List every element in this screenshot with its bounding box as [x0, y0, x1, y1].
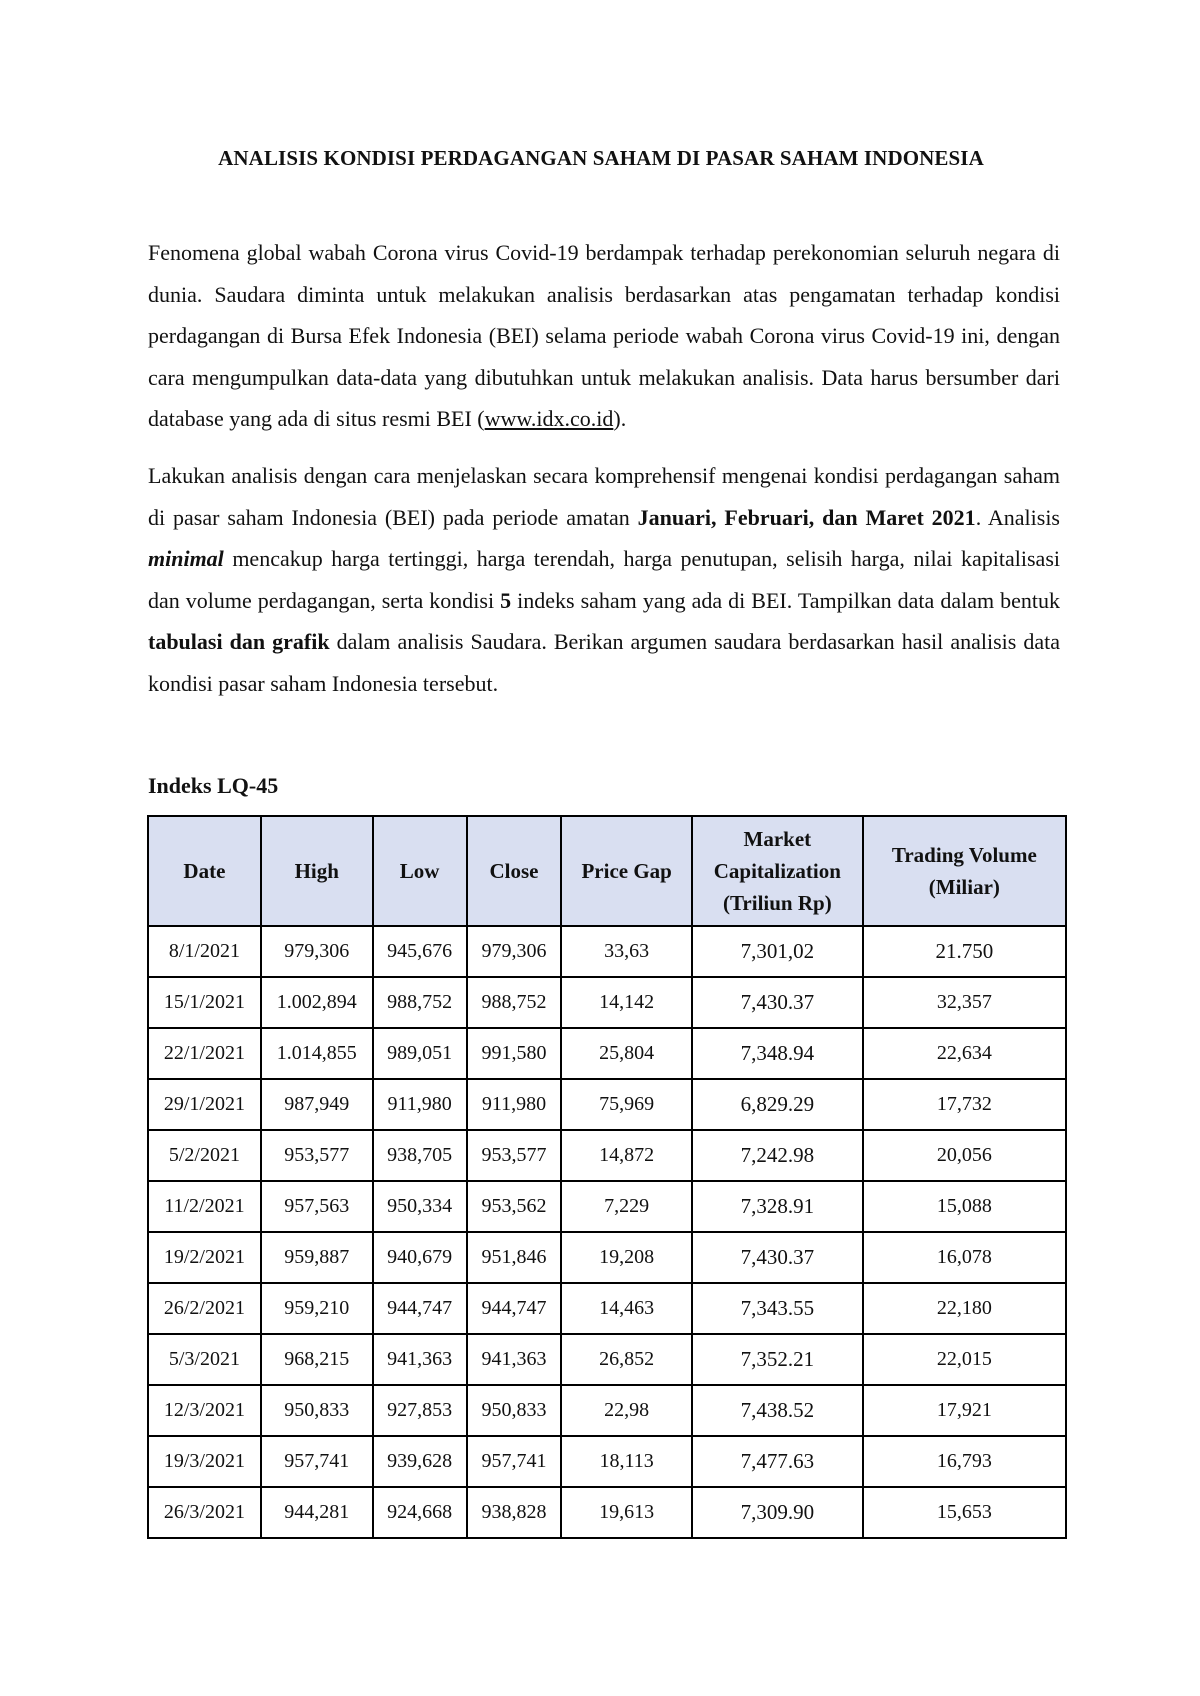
header-trading-volume-line2: (Miliar): [928, 875, 1000, 899]
intro-text-end: ).: [613, 406, 627, 431]
cell-volume: 20,056: [863, 1130, 1066, 1181]
idx-website-link[interactable]: www.idx.co.id: [484, 406, 614, 431]
header-trading-volume-line1: Trading Volume: [891, 843, 1037, 867]
cell-high: 987,949: [261, 1079, 373, 1130]
header-market-cap-line2: Capitalization: [713, 859, 841, 883]
cell-market-cap: 7,348.94: [692, 1028, 863, 1079]
cell-volume: 17,732: [863, 1079, 1066, 1130]
header-low: Low: [373, 816, 467, 926]
table-row: [148, 1130, 1066, 1181]
intro-paragraph: [148, 232, 1060, 440]
cell-high: 1.002,894: [261, 977, 373, 1028]
cell-date: 19/3/2021: [148, 1436, 261, 1487]
cell-market-cap: 7,301,02: [692, 926, 863, 977]
cell-low: 927,853: [373, 1385, 467, 1436]
cell-volume: 22,180: [863, 1283, 1066, 1334]
cell-date: 29/1/2021: [148, 1079, 261, 1130]
table-row: [148, 1487, 1066, 1538]
cell-high: 953,577: [261, 1130, 373, 1181]
table-row: [148, 926, 1066, 977]
header-close: Close: [467, 816, 562, 926]
cell-volume: 16,793: [863, 1436, 1066, 1487]
table-title: Indeks LQ-45: [148, 773, 279, 798]
cell-date: 26/2/2021: [148, 1283, 261, 1334]
cell-volume: 22,634: [863, 1028, 1066, 1079]
cell-close: 944,747: [467, 1283, 562, 1334]
cell-volume: 16,078: [863, 1232, 1066, 1283]
cell-low: 924,668: [373, 1487, 467, 1538]
instruction-text-1: Lakukan analisis dengan cara menjelaskan secara komprehensif mengenai kondisi perdagangan saham di pasar saham Indonesia (BEI) pada periode amatan: [148, 463, 1060, 530]
cell-market-cap: 7,352.21: [692, 1334, 863, 1385]
table-row: [148, 1334, 1066, 1385]
cell-market-cap: 7,328.91: [692, 1181, 863, 1232]
cell-high: 968,215: [261, 1334, 373, 1385]
header-price-gap: Price Gap: [561, 816, 692, 926]
instruction-text-4: indeks saham yang ada di BEI. Tampilkan data dalam bentuk: [511, 587, 1060, 613]
cell-high: 944,281: [261, 1487, 373, 1538]
cell-close: 991,580: [467, 1028, 562, 1079]
cell-close: 911,980: [467, 1079, 562, 1130]
cell-price-gap: 19,208: [561, 1232, 692, 1283]
cell-volume: 15,088: [863, 1181, 1066, 1232]
cell-close: 979,306: [467, 926, 562, 977]
cell-price-gap: 18,113: [561, 1436, 692, 1487]
cell-volume: 22,015: [863, 1334, 1066, 1385]
table-header-row: [148, 816, 1066, 926]
cell-high: 1.014,855: [261, 1028, 373, 1079]
cell-close: 941,363: [467, 1334, 562, 1385]
cell-price-gap: 26,852: [561, 1334, 692, 1385]
cell-high: 957,563: [261, 1181, 373, 1232]
cell-close: 957,741: [467, 1436, 562, 1487]
cell-date: 12/3/2021: [148, 1385, 261, 1436]
cell-volume: 32,357: [863, 977, 1066, 1028]
table-row: [148, 1079, 1066, 1130]
table-row: [148, 1283, 1066, 1334]
cell-price-gap: 75,969: [561, 1079, 692, 1130]
header-market-cap: [692, 816, 863, 926]
cell-low: 941,363: [373, 1334, 467, 1385]
cell-high: 959,210: [261, 1283, 373, 1334]
cell-date: 5/3/2021: [148, 1334, 261, 1385]
table-row: [148, 1385, 1066, 1436]
cell-volume: 15,653: [863, 1487, 1066, 1538]
cell-date: 22/1/2021: [148, 1028, 261, 1079]
cell-market-cap: 7,430.37: [692, 1232, 863, 1283]
table-row: [148, 977, 1066, 1028]
cell-close: 951,846: [467, 1232, 562, 1283]
cell-market-cap: 7,309.90: [692, 1487, 863, 1538]
cell-market-cap: 6,829.29: [692, 1079, 863, 1130]
cell-price-gap: 19,613: [561, 1487, 692, 1538]
cell-price-gap: 22,98: [561, 1385, 692, 1436]
cell-price-gap: 14,463: [561, 1283, 692, 1334]
cell-low: 989,051: [373, 1028, 467, 1079]
cell-low: 944,747: [373, 1283, 467, 1334]
instruction-text-2: . Analisis: [975, 504, 1060, 530]
cell-price-gap: 25,804: [561, 1028, 692, 1079]
cell-low: 945,676: [373, 926, 467, 977]
cell-close: 953,577: [467, 1130, 562, 1181]
header-high: High: [261, 816, 373, 926]
cell-low: 940,679: [373, 1232, 467, 1283]
cell-high: 957,741: [261, 1436, 373, 1487]
cell-date: 19/2/2021: [148, 1232, 261, 1283]
cell-date: 5/2/2021: [148, 1130, 261, 1181]
cell-date: 11/2/2021: [148, 1181, 261, 1232]
period-emphasis: Januari, Februari, dan Maret 2021: [637, 504, 976, 530]
cell-close: 938,828: [467, 1487, 562, 1538]
header-market-cap-line1: Market: [743, 827, 812, 851]
cell-close: 950,833: [467, 1385, 562, 1436]
cell-low: 950,334: [373, 1181, 467, 1232]
cell-price-gap: 33,63: [561, 926, 692, 977]
cell-close: 988,752: [467, 977, 562, 1028]
instruction-text-3: mencakup harga tertinggi, harga terendah, harga penutupan, selisih harga, nilai kapitalisasi dan volume perdagangan, serta kondisi: [148, 546, 1060, 613]
cell-market-cap: 7,430.37: [692, 977, 863, 1028]
document-title: ANALISIS KONDISI PERDAGANGAN SAHAM DI PASAR SAHAM INDONESIA: [218, 146, 984, 170]
cell-date: 8/1/2021: [148, 926, 261, 977]
format-emphasis: tabulasi dan grafik: [148, 629, 330, 654]
header-trading-volume: [863, 816, 1066, 926]
cell-high: 979,306: [261, 926, 373, 977]
cell-high: 950,833: [261, 1385, 373, 1436]
minimal-emphasis: minimal: [148, 546, 224, 571]
cell-close: 953,562: [467, 1181, 562, 1232]
header-market-cap-line3: (Triliun Rp): [722, 891, 832, 915]
instruction-paragraph: [148, 455, 1060, 704]
cell-price-gap: 14,872: [561, 1130, 692, 1181]
index-count-emphasis: 5: [500, 587, 512, 613]
header-date: Date: [148, 816, 261, 926]
cell-low: 938,705: [373, 1130, 467, 1181]
cell-price-gap: 7,229: [561, 1181, 692, 1232]
cell-low: 988,752: [373, 977, 467, 1028]
table-row: [148, 1181, 1066, 1232]
cell-date: 15/1/2021: [148, 977, 261, 1028]
cell-price-gap: 14,142: [561, 977, 692, 1028]
lq45-data-table: [147, 815, 1067, 1539]
cell-market-cap: 7,242.98: [692, 1130, 863, 1181]
instruction-text-5: dalam analisis Saudara. Berikan argumen saudara berdasarkan hasil analisis data kondisi pasar saham Indonesia tersebut.: [148, 629, 1060, 696]
cell-low: 939,628: [373, 1436, 467, 1487]
cell-market-cap: 7,477.63: [692, 1436, 863, 1487]
table-row: [148, 1028, 1066, 1079]
cell-volume: 17,921: [863, 1385, 1066, 1436]
cell-date: 26/3/2021: [148, 1487, 261, 1538]
table-row: [148, 1436, 1066, 1487]
cell-market-cap: 7,343.55: [692, 1283, 863, 1334]
cell-market-cap: 7,438.52: [692, 1385, 863, 1436]
table-row: [148, 1232, 1066, 1283]
cell-low: 911,980: [373, 1079, 467, 1130]
cell-high: 959,887: [261, 1232, 373, 1283]
intro-text: Fenomena global wabah Corona virus Covid-19 berdampak terhadap perekonomian seluruh negara di dunia. Saudara diminta untuk melakukan analisis berdasarkan atas pengamatan terhadap kondisi perdagangan di Bursa Efek Indonesia (BEI) selama periode wabah Corona virus Covid-19 ini, dengan cara mengumpulkan data-data yang dibutuhkan untuk melakukan analisis. Data harus bersumber dari database yang ada di situs resmi BEI (: [148, 240, 1060, 431]
cell-volume: 21.750: [863, 926, 1066, 977]
